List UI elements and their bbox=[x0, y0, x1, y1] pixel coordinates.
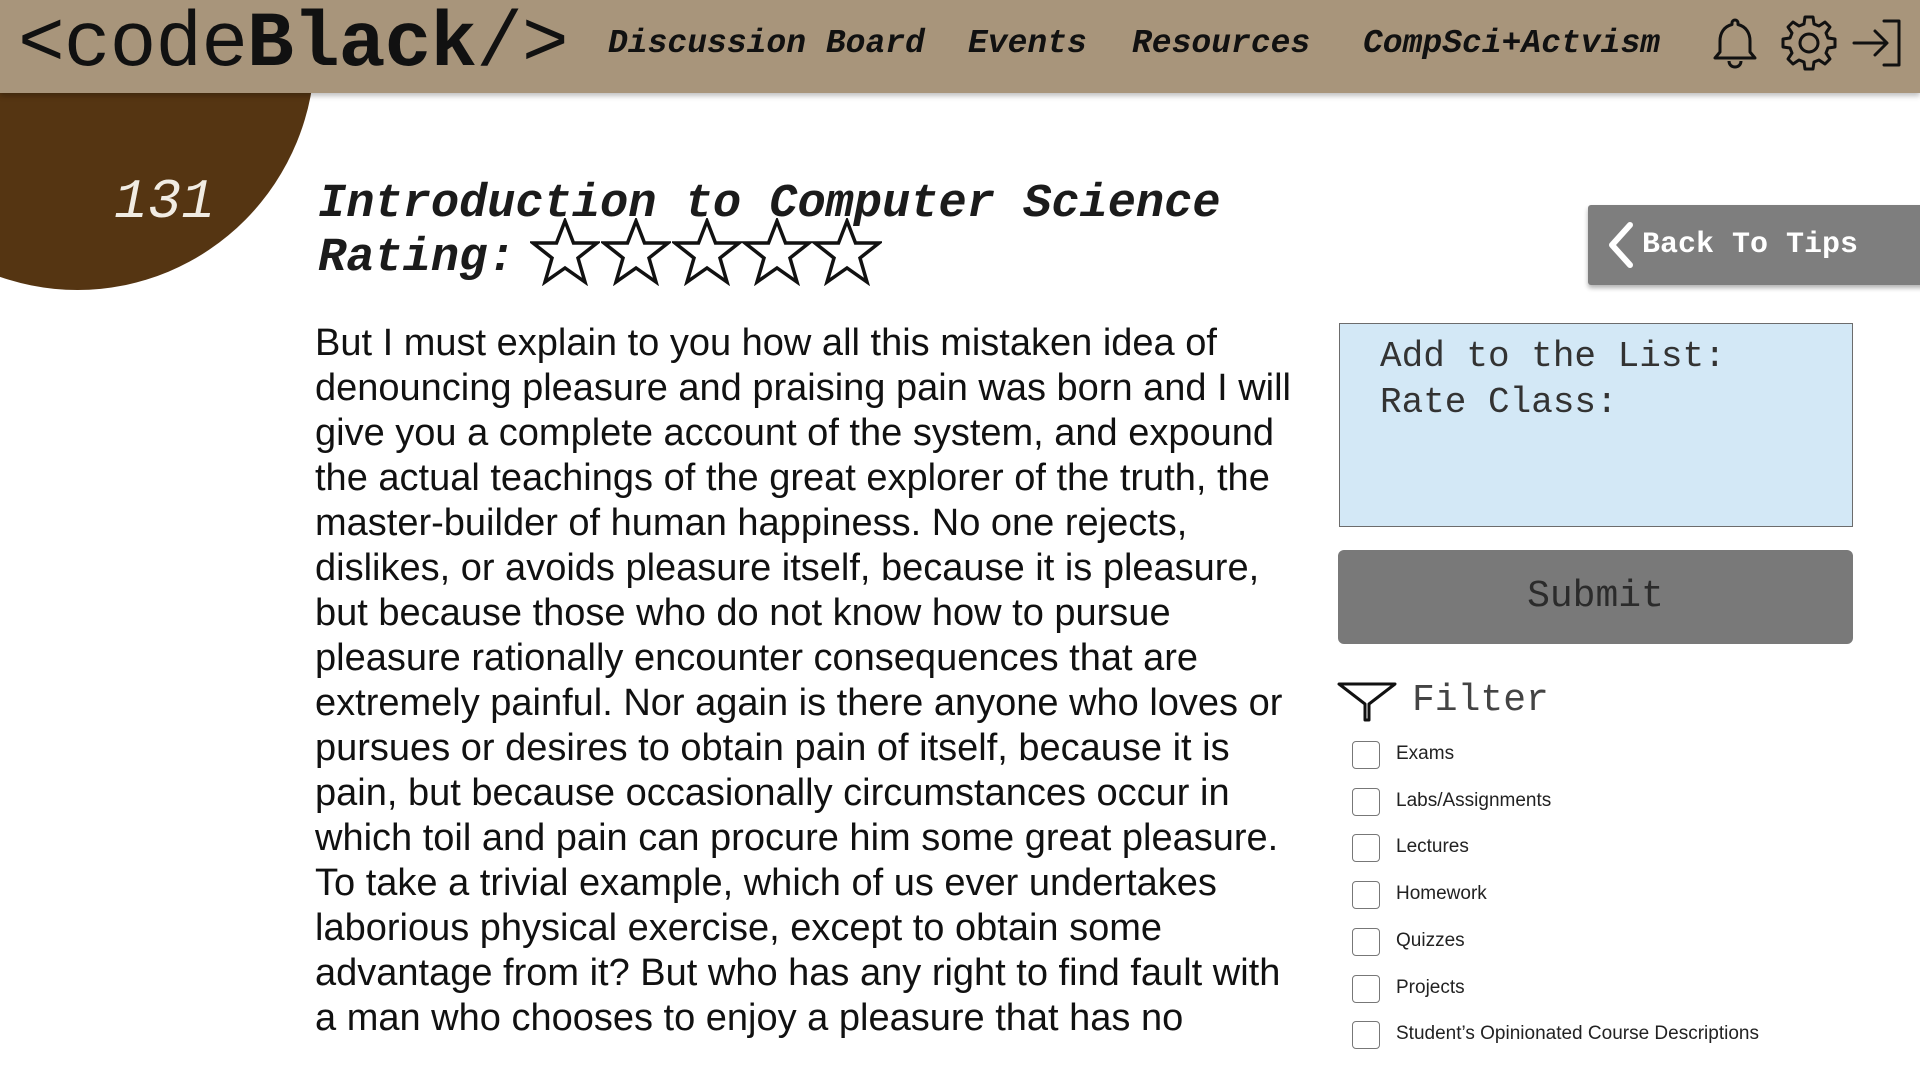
add-list-rate-input[interactable] bbox=[1339, 323, 1853, 527]
course-description: But I must explain to you how all this mistaken idea of denouncing pleasure and praising pain was born and I will give you a complete account of the system, and expound the actual teachings of the great explorer of the truth, the master-builder of human happiness. No one rejects, dislikes, or avoids pleasure itself, because it is pleasure, but because those who do not know how to pursue pleasure rationally encounter consequences that are extremely painful. Nor again is there anyone who loves or pursues or desires to obtain pain of itself, because it is pain, but because occasionally circumstances occur in which toil and pain can procure him some great pleasure. To take a trivial example, which of us ever undertakes laborious physical exercise, except to obtain some advantage from it? But who has any right to find fault with a man who chooses to enjoy a pleasure that has no bbox=[315, 322, 1291, 1039]
back-to-tips-label: Back To Tips bbox=[1642, 228, 1859, 262]
filter-label: Filter bbox=[1412, 679, 1549, 722]
labs-label: Labs/Assignments bbox=[1396, 790, 1552, 811]
codeblack-logo[interactable] bbox=[18, 0, 568, 93]
labs-checkbox[interactable] bbox=[1352, 788, 1380, 816]
logo-suffix: /> bbox=[476, 1, 568, 89]
submit-button[interactable]: Submit bbox=[1338, 550, 1853, 644]
gear-icon[interactable] bbox=[1780, 14, 1838, 72]
rate-class-label: Rate Class: bbox=[1380, 382, 1618, 423]
opinionated-descriptions-label: Student’s Opinionated Course Descriptions bbox=[1396, 1023, 1759, 1044]
logout-icon[interactable] bbox=[1850, 14, 1906, 72]
opinionated-descriptions-checkbox[interactable] bbox=[1352, 1021, 1380, 1049]
exams-label: Exams bbox=[1396, 743, 1455, 764]
filter-icon bbox=[1336, 680, 1398, 724]
course-title: Introduction to Computer Science bbox=[318, 178, 1221, 231]
nav-events[interactable]: Events bbox=[968, 25, 1087, 62]
star-icon-3[interactable] bbox=[672, 218, 742, 286]
homework-label: Homework bbox=[1396, 883, 1487, 904]
projects-checkbox[interactable] bbox=[1352, 975, 1380, 1003]
logo-prefix: <code bbox=[18, 1, 248, 89]
lectures-checkbox[interactable] bbox=[1352, 834, 1380, 862]
add-to-list-label: Add to the List: bbox=[1380, 336, 1726, 377]
star-icon-4[interactable] bbox=[742, 218, 812, 286]
nav-resources[interactable]: Resources bbox=[1132, 25, 1311, 62]
chevron-left-icon bbox=[1606, 221, 1636, 269]
bell-icon[interactable] bbox=[1706, 14, 1764, 72]
lectures-label: Lectures bbox=[1396, 836, 1469, 857]
homework-checkbox[interactable] bbox=[1352, 881, 1380, 909]
nav-compsci-activism[interactable]: CompSci+Actvism bbox=[1363, 25, 1661, 62]
quizzes-label: Quizzes bbox=[1396, 930, 1465, 951]
star-icon-5[interactable] bbox=[812, 218, 882, 286]
star-icon-2[interactable] bbox=[601, 218, 671, 286]
rating-label: Rating: bbox=[318, 232, 516, 285]
quizzes-checkbox[interactable] bbox=[1352, 928, 1380, 956]
nav-discussion-board[interactable]: Discussion Board bbox=[608, 25, 925, 62]
projects-label: Projects bbox=[1396, 977, 1465, 998]
exams-checkbox[interactable] bbox=[1352, 741, 1380, 769]
logo-bold: Black bbox=[247, 1, 477, 89]
star-icon-1[interactable] bbox=[530, 218, 600, 286]
back-to-tips-button[interactable] bbox=[1588, 205, 1920, 285]
course-number: 131 bbox=[114, 170, 215, 234]
top-nav-bar bbox=[0, 0, 1920, 93]
